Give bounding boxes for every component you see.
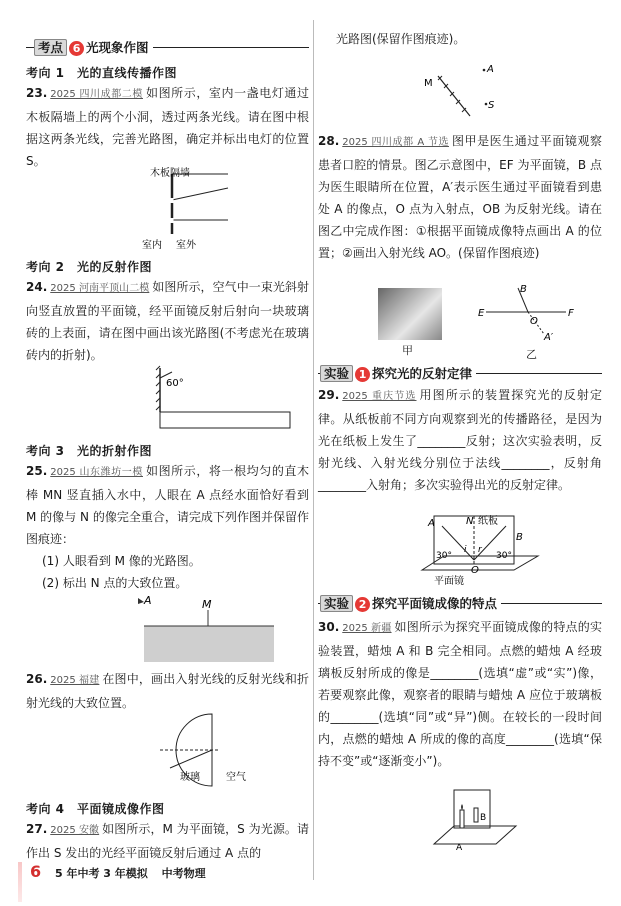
page-footer	[30, 862, 206, 881]
column-divider	[313, 20, 314, 880]
svg-text:空气: 空气	[226, 772, 246, 783]
section-title: 光现象作图	[86, 40, 149, 55]
svg-text:60°: 60°	[166, 378, 184, 389]
question-26: 26. 2025 福建 在图中，画出入射光线的反射光线和折射光线的大致位置。	[26, 672, 309, 710]
svg-text:M: M	[424, 78, 433, 89]
question-29: 29. 2025 重庆节选 用图所示的装置探究光的反射定律。从纸板前不同方向观察到光的传播路径，是因为光在纸板上发生了________反射；这次实验表明，反射光线、入射光线分别位于法线________，反射角________入射角；多次实验得出光的反射定律。	[318, 388, 602, 492]
svg-text:O: O	[471, 565, 479, 576]
page-edge-stripe	[18, 862, 22, 902]
question-27: 27. 2025 安徽 如图所示，M 为平面镜，S 为光源。请作出 S 发出的光经平面镜反射后通过 A 点的	[26, 822, 309, 860]
svg-text:F: F	[568, 308, 574, 319]
subtopic-3: 考向 3 光的折射作图	[26, 444, 153, 458]
figure-q28-label-yi: 乙	[526, 348, 537, 361]
svg-text:A: A	[456, 843, 463, 852]
question-24: 24. 2025 河南平顶山二模 如图所示，空气中一束光斜射向竖直放置的平面镜，经平面镜反射后射向一块玻璃砖的上表面，请在图中画出该光路图(不考虑光在玻璃砖内的折射)。	[26, 280, 309, 362]
svg-text:室内: 室内	[142, 240, 162, 251]
figure-q28-photo	[378, 288, 442, 340]
question-27-continued: 光路图(保留作图痕迹)。	[336, 32, 466, 46]
subject-name: 中考物理	[161, 867, 206, 880]
svg-text:O: O	[530, 316, 538, 327]
svg-text:室外: 室外	[176, 240, 196, 251]
svg-text:r: r	[478, 545, 482, 555]
svg-text:A′: A′	[544, 332, 554, 343]
svg-text:i: i	[464, 545, 467, 555]
svg-text:B: B	[520, 284, 527, 295]
svg-text:30°: 30°	[496, 551, 512, 561]
svg-text:玻璃: 玻璃	[180, 772, 200, 783]
question-25: 25. 2025 山东潍坊一模 如图所示，将一根均匀的直木棒 MN 竖直插入水中，人眼在 A 点经水面恰好看到 M 的像与 N 的像完全重合，请完成下列作图并保留作图痕迹： (1) 人眼看到 M 像的光路图。 (2) 标出 N 点的大致位置。	[26, 464, 309, 590]
figure-q29-reflection	[414, 510, 544, 586]
figure-q23-wall	[118, 162, 258, 252]
svg-text:B: B	[516, 532, 523, 543]
section-header-kaodian: 考点 6 光现象作图	[26, 38, 309, 57]
figure-q30-candles	[430, 786, 520, 852]
svg-text:A: A	[428, 518, 435, 529]
question-30: 30. 2025 新疆 如图所示为探究平面镜成像的特点的实验装置，蜡烛 A 和 B 完全相同。点燃的蜡烛 A 经玻璃板反射所成的像是________(选填“虚”或“实”)像，若要观察此像，观察者的眼睛与蜡烛 A 应位于玻璃板的________(选填“同”或“异”)侧。在较长的一段时间内，点燃的蜡烛 A 所成的像的高度________(选填“保持不变”或“逐渐变小”)。	[318, 620, 602, 768]
svg-text:A: A	[487, 64, 494, 75]
figure-q28-diagram	[478, 282, 578, 352]
section-header-experiment-1: 实验 1 探究光的反射定律	[318, 364, 602, 383]
subtopic-4: 考向 4 平面镜成像作图	[26, 802, 165, 816]
figure-q26-glass	[142, 708, 272, 788]
question-23: 23. 2025 四川成都二模 如图所示，室内一盏电灯通过木板隔墙上的两个小洞，透过两条光线。请在图中根据这两条光线，完善光路图，确定并标出电灯的位置 S。	[26, 86, 309, 168]
svg-text:木板隔墙: 木板隔墙	[150, 168, 190, 179]
question-28: 28. 2025 四川成都 A 节选 图甲是医生通过平面镜观察患者口腔的情景。图乙示意图中，EF 为平面镜，B 点为医生眼睛所在位置，A′表示医生通过平面镜看到患处 A 的像点，O 点为入射点，OB 为反射光线。请在图乙中完成作图：①根据平面镜成像特点画出 A 的位置；②画出入射光线 AO。(保留作图痕迹)	[318, 134, 602, 260]
book-title: 5 年中考 3 年模拟	[54, 867, 148, 880]
subtopic-2: 考向 2 光的反射作图	[26, 260, 153, 274]
svg-text:纸板: 纸板	[478, 516, 498, 527]
section-title: 探究平面镜成像的特点	[372, 596, 498, 611]
svg-text:A: A	[144, 594, 152, 607]
subtopic-1: 考向 1 光的直线传播作图	[26, 66, 178, 80]
figure-q27-mirror	[424, 56, 514, 128]
section-title: 探究光的反射定律	[372, 366, 473, 381]
page-number: 6	[30, 862, 42, 881]
figure-q25-water	[134, 592, 284, 672]
svg-text:B: B	[480, 813, 487, 823]
svg-text:30°: 30°	[436, 551, 452, 561]
svg-text:N: N	[466, 516, 474, 527]
section-header-experiment-2: 实验 2 探究平面镜成像的特点	[318, 594, 602, 613]
figure-q24-mirror	[126, 364, 296, 430]
svg-text:M: M	[202, 598, 212, 611]
svg-text:E: E	[478, 308, 485, 319]
svg-text:平面镜: 平面镜	[434, 576, 464, 586]
svg-text:S: S	[488, 100, 495, 111]
figure-q28-label-jia: 甲	[402, 344, 413, 357]
